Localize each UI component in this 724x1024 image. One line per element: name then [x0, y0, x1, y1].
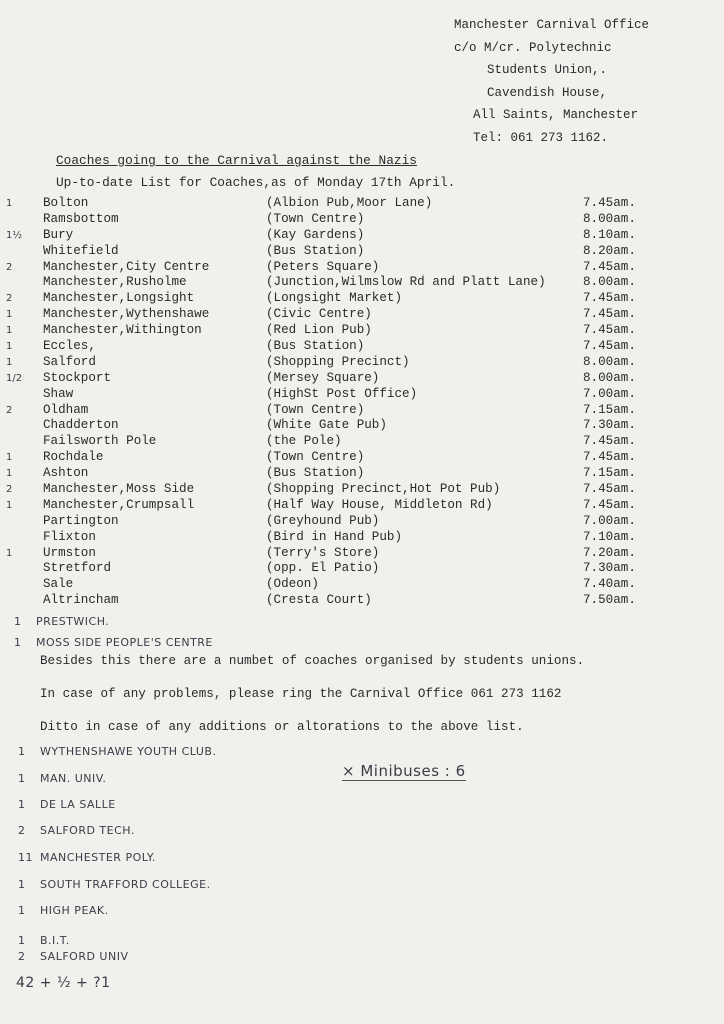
coach-place: Ramsbottom — [43, 211, 119, 226]
coach-pickup: (Mersey Square) — [266, 370, 380, 385]
coach-time: 7.00am. — [583, 386, 636, 401]
handwritten-entry — [14, 615, 109, 628]
coach-time: 7.30am. — [583, 418, 636, 433]
handwritten-count: 1 — [18, 934, 26, 947]
address-line: All Saints, Manchester — [473, 108, 639, 122]
address-line: Cavendish House, — [487, 85, 608, 100]
coach-time: 7.15am. — [583, 466, 636, 481]
coach-place: Bolton — [43, 196, 89, 210]
coach-row — [0, 514, 724, 530]
coach-time: 7.10am. — [583, 529, 636, 544]
coach-count: 1 — [6, 309, 13, 321]
coach-row — [0, 561, 724, 577]
coach-list — [0, 196, 724, 609]
coach-row — [0, 403, 724, 419]
coach-row — [0, 482, 724, 498]
handwritten-entry — [18, 772, 106, 785]
coach-count: 1 — [6, 499, 13, 511]
coach-row — [0, 355, 724, 371]
coach-time: 7.45am. — [583, 323, 636, 338]
coach-pickup: (Odeon) — [266, 577, 319, 592]
coach-place: Whitefield — [43, 243, 119, 258]
coach-time: 7.15am. — [583, 402, 636, 417]
note-contact: In case of any problems, please ring the Carnival Office 061 273 1162 — [40, 687, 562, 701]
handwritten-text: HIGH PEAK. — [40, 904, 109, 917]
coach-time: 8.10am. — [583, 227, 636, 242]
coach-place: Stockport — [43, 370, 112, 385]
coach-time: 7.45am. — [583, 259, 636, 274]
coach-count: 2 — [6, 484, 13, 496]
handwritten-text: SOUTH TRAFFORD COLLEGE. — [40, 878, 211, 891]
coach-count: 2 — [6, 293, 13, 305]
handwritten-entry — [18, 798, 116, 811]
coach-time: 7.45am. — [583, 497, 636, 512]
handwritten-text: MAN. UNIV. — [40, 772, 107, 785]
coach-pickup: (Bus Station) — [266, 466, 365, 481]
coach-count: 1 — [6, 452, 13, 464]
handwritten-count: 2 — [18, 950, 26, 963]
coach-row — [0, 466, 724, 482]
handwritten-count: 11 — [18, 851, 33, 864]
coach-pickup: (White Gate Pub) — [266, 418, 387, 433]
coach-pickup: (Junction,Wilmslow Rd and Platt Lane) — [266, 275, 546, 290]
handwritten-text: SALFORD UNIV — [40, 950, 129, 963]
coach-count: 1/2 — [6, 372, 23, 384]
coach-pickup: (Greyhound Pub) — [266, 513, 380, 528]
note-student-unions: Besides this there are a numbet of coaches organised by students unions. — [40, 654, 585, 668]
address-line: Students Union,. — [487, 63, 608, 77]
coach-pickup: (Shopping Precinct) — [266, 354, 410, 369]
coach-row — [0, 212, 724, 228]
coach-row — [0, 228, 724, 244]
coach-place: Manchester,City Centre — [43, 259, 210, 274]
handwritten-entry — [14, 636, 213, 649]
coach-place: Manchester,Withington — [43, 323, 202, 338]
coach-time: 7.50am. — [583, 593, 636, 608]
coach-place: Salford — [43, 354, 96, 369]
coach-time: 7.20am. — [583, 545, 636, 560]
coach-row — [0, 275, 724, 291]
side-note: × Minibuses : 6 — [342, 762, 466, 780]
handwritten-count: 2 — [18, 824, 26, 837]
coach-time: 8.20am. — [583, 243, 636, 258]
coach-time: 7.45am. — [583, 291, 636, 306]
coach-time: 8.00am. — [583, 370, 636, 385]
coach-row — [0, 196, 724, 212]
coach-row — [0, 371, 724, 387]
coach-place: Manchester,Wythenshawe — [43, 307, 210, 322]
coach-row — [0, 291, 724, 307]
coach-time: 8.00am. — [583, 354, 636, 369]
coach-count: 1 — [6, 325, 13, 337]
coach-pickup: (Town Centre) — [266, 211, 365, 226]
handwritten-count: 1 — [18, 772, 26, 785]
coach-row — [0, 434, 724, 450]
coach-time: 7.45am. — [583, 339, 636, 354]
coach-place: Urmston — [43, 545, 96, 560]
coach-row — [0, 339, 724, 355]
coach-time: 8.00am. — [583, 275, 636, 290]
coach-pickup: (Shopping Precinct,Hot Pot Pub) — [266, 482, 501, 497]
handwritten-entry — [18, 950, 128, 963]
coach-pickup: (the Pole) — [266, 434, 342, 449]
coach-time: 7.45am. — [583, 482, 636, 497]
coach-row — [0, 450, 724, 466]
handwritten-count: 1 — [14, 615, 22, 628]
coach-pickup: (HighSt Post Office) — [266, 386, 418, 401]
coach-pickup: (Bird in Hand Pub) — [266, 529, 403, 544]
address-telephone: Tel: 061 273 1162. — [473, 130, 609, 145]
coach-count: 1 — [6, 356, 13, 368]
coach-count: 1 — [6, 468, 13, 480]
handwritten-entry — [18, 851, 156, 864]
handwritten-count: 1 — [14, 636, 22, 649]
handwritten-entry — [18, 824, 135, 837]
note-additions: Ditto in case of any additions or altorations to the above list. — [40, 720, 524, 734]
coach-pickup: (Longsight Market) — [266, 291, 403, 306]
coach-place: Chadderton — [43, 418, 119, 433]
coach-place: Shaw — [43, 386, 74, 401]
coach-row — [0, 530, 724, 546]
handwritten-text: SALFORD TECH. — [40, 824, 135, 837]
handwritten-text: WYTHENSHAWE YOUTH CLUB. — [40, 745, 217, 758]
coach-place: Rochdale — [43, 450, 104, 465]
coach-pickup: (Bus Station) — [266, 243, 365, 258]
coach-count: 1 — [6, 341, 13, 353]
coach-place: Manchester,Moss Side — [43, 482, 195, 497]
coach-pickup: (Cresta Court) — [266, 593, 372, 608]
handwritten-entry — [18, 904, 109, 917]
coach-place: Stretford — [43, 561, 112, 576]
handwritten-text: B.I.T. — [40, 934, 70, 947]
address-line: Manchester Carnival Office — [454, 18, 650, 32]
coach-time: 7.00am. — [583, 513, 636, 528]
document-heading: Coaches going to the Carnival against the Nazis — [56, 153, 417, 168]
handwritten-text: MANCHESTER POLY. — [40, 851, 156, 864]
handwritten-entry — [18, 878, 211, 891]
coach-pickup: (Peters Square) — [266, 259, 380, 274]
coach-place: Manchester,Longsight — [43, 291, 195, 306]
coach-pickup: (Albion Pub,Moor Lane) — [266, 196, 433, 210]
coach-time: 7.45am. — [583, 434, 636, 449]
coach-row — [0, 577, 724, 593]
address-line: c/o M/cr. Polytechnic — [454, 40, 612, 55]
coach-pickup: (Terry's Store) — [266, 545, 380, 560]
coach-place: Ashton — [43, 466, 89, 481]
coach-time: 7.40am. — [583, 577, 636, 592]
coach-place: Oldham — [43, 402, 89, 417]
coach-pickup: (Bus Station) — [266, 339, 365, 354]
handwritten-count: 1 — [18, 904, 26, 917]
document-subheading: Up-to-date List for Coaches,as of Monday 17th April. — [56, 175, 456, 190]
coach-place: Bury — [43, 227, 74, 242]
coach-row — [0, 418, 724, 434]
handwritten-entry — [18, 745, 216, 758]
coach-pickup: (Civic Centre) — [266, 307, 372, 322]
handwritten-count: 1 — [18, 745, 26, 758]
coach-row — [0, 260, 724, 276]
coach-row — [0, 593, 724, 609]
coach-count: 1½ — [6, 229, 23, 241]
handwritten-text: DE LA SALLE — [40, 798, 116, 811]
coach-count: 2 — [6, 261, 13, 273]
coach-place: Altrincham — [43, 593, 119, 608]
coach-row — [0, 546, 724, 562]
coach-row — [0, 387, 724, 403]
handwritten-count: 1 — [18, 878, 26, 891]
handwritten-entry — [18, 934, 70, 947]
coach-count: 1 — [6, 547, 13, 559]
coach-place: Manchester,Rusholme — [43, 275, 187, 290]
coach-time: 7.45am. — [583, 307, 636, 322]
coach-time: 7.45am. — [583, 196, 636, 210]
coach-row — [0, 244, 724, 260]
coach-pickup: (Town Centre) — [266, 450, 365, 465]
coach-pickup: (opp. El Patio) — [266, 561, 380, 576]
coach-time: 7.30am. — [583, 561, 636, 576]
coach-count: 1 — [6, 198, 13, 209]
coach-place: Failsworth Pole — [43, 434, 157, 449]
coach-place: Sale — [43, 577, 74, 592]
coach-time: 8.00am. — [583, 211, 636, 226]
coach-row — [0, 307, 724, 323]
coach-place: Partington — [43, 513, 119, 528]
coach-place: Manchester,Crumpsall — [43, 497, 195, 512]
coach-count: 2 — [6, 404, 13, 416]
office-address — [454, 14, 649, 149]
coach-time: 7.45am. — [583, 450, 636, 465]
coach-place: Flixton — [43, 529, 96, 544]
handwritten-text: MOSS SIDE PEOPLE'S CENTRE — [36, 636, 213, 649]
coach-pickup: (Half Way House, Middleton Rd) — [266, 497, 493, 512]
coach-place: Eccles, — [43, 339, 96, 354]
handwritten-count: 1 — [18, 798, 26, 811]
coach-pickup: (Town Centre) — [266, 402, 365, 417]
tally-total: 42 + ½ + ?1 — [16, 975, 111, 991]
handwritten-text: PRESTWICH. — [36, 615, 110, 628]
coach-pickup: (Red Lion Pub) — [266, 323, 372, 338]
coach-row — [0, 323, 724, 339]
coach-row — [0, 498, 724, 514]
coach-pickup: (Kay Gardens) — [266, 227, 365, 242]
